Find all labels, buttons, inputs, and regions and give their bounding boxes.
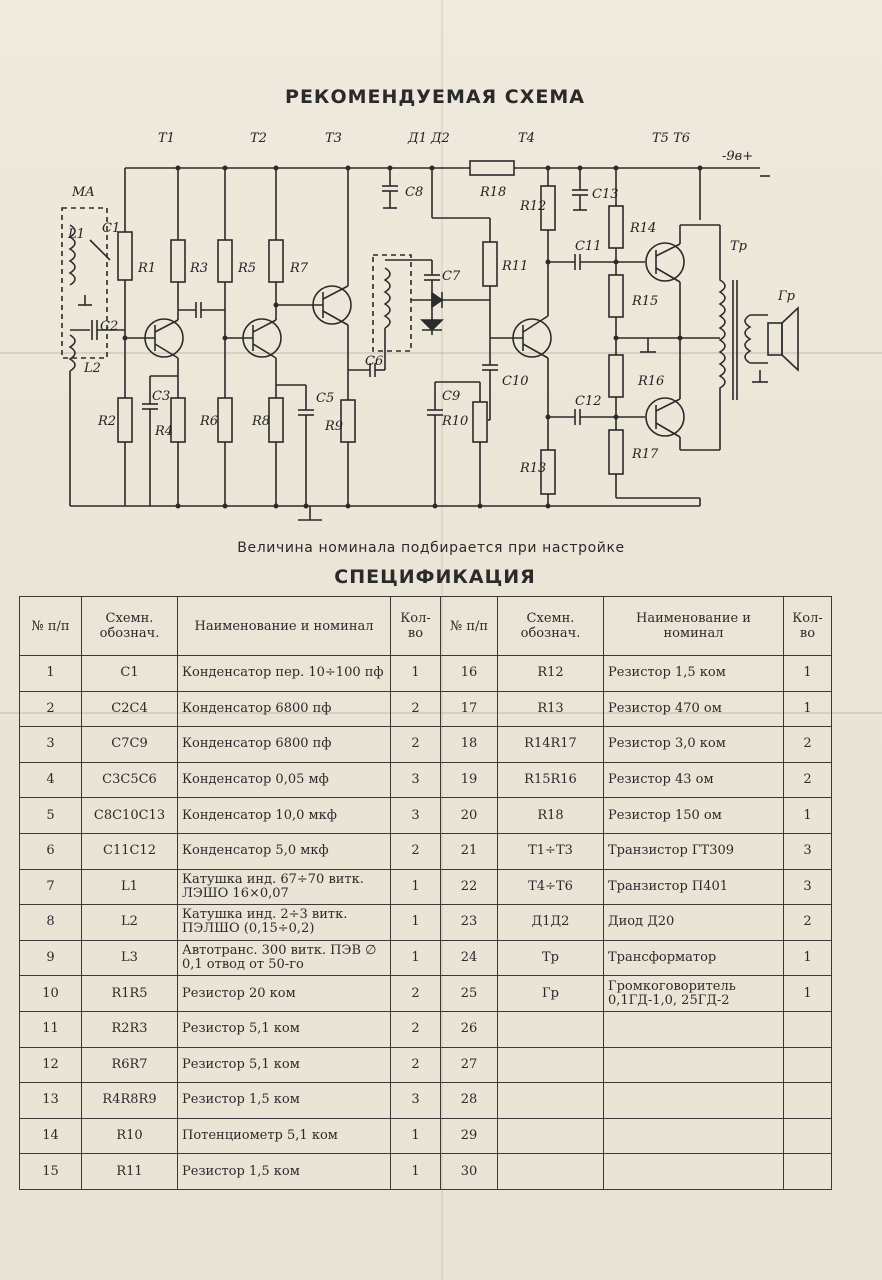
specification-table xyxy=(19,596,832,1190)
label-d1d2: Д1 Д2 xyxy=(408,131,450,146)
cell-qty: 2 xyxy=(391,727,441,763)
table-row xyxy=(20,1047,832,1083)
cell-designation: C3C5C6 xyxy=(82,762,178,798)
cell-name: Транзистор ГТ309 xyxy=(604,833,784,869)
cell-num: 28 xyxy=(441,1083,498,1119)
cell-name: Конденсатор 10,0 мкф xyxy=(178,798,391,834)
cell-name: Резистор 150 ом xyxy=(604,798,784,834)
cell-qty: 2 xyxy=(784,727,832,763)
cell-num: 22 xyxy=(441,869,498,905)
label-r17: R17 xyxy=(632,447,659,462)
label-r12: R12 xyxy=(520,199,547,214)
cell-designation: T1÷T3 xyxy=(498,833,604,869)
cell-name: Конденсатор 6800 пф xyxy=(178,691,391,727)
cell-qty: 3 xyxy=(391,762,441,798)
label-r6: R6 xyxy=(200,414,219,429)
label-c10: C10 xyxy=(502,374,529,389)
label-tr: Тр xyxy=(730,239,747,254)
label-r8: R8 xyxy=(252,414,271,429)
cell-num: 23 xyxy=(441,905,498,941)
cell-num: 18 xyxy=(441,727,498,763)
cell-name: Транзистор П401 xyxy=(604,869,784,905)
cell-num: 6 xyxy=(20,833,82,869)
cell-num: 2 xyxy=(20,691,82,727)
cell-num: 9 xyxy=(20,940,82,976)
label-r1: R1 xyxy=(138,261,157,276)
cell-designation xyxy=(498,1047,604,1083)
cell-qty: 1 xyxy=(784,691,832,727)
cell-designation: R10 xyxy=(82,1118,178,1154)
label-r16: R16 xyxy=(638,374,665,389)
cell-designation: R11 xyxy=(82,1154,178,1190)
cell-num: 11 xyxy=(20,1011,82,1047)
cell-qty: 1 xyxy=(784,976,832,1012)
cell-designation: C11C12 xyxy=(82,833,178,869)
cell-name: Резистор 1,5 ком xyxy=(178,1083,391,1119)
cell-num: 20 xyxy=(441,798,498,834)
table-row xyxy=(20,976,832,1012)
table-row xyxy=(20,833,832,869)
cell-name: Автотранс. 300 витк. ПЭВ ∅ 0,1 отвод от 50-го xyxy=(178,940,391,976)
label-c8: C8 xyxy=(405,185,424,200)
cell-qty xyxy=(784,1047,832,1083)
cell-designation: T4÷T6 xyxy=(498,869,604,905)
cell-designation: C1 xyxy=(82,656,178,692)
cell-name: Резистор 1,5 ком xyxy=(604,656,784,692)
label-r3: R3 xyxy=(190,261,209,276)
cell-name: Резистор 5,1 ком xyxy=(178,1011,391,1047)
cell-num: 30 xyxy=(441,1154,498,1190)
label-c11: C11 xyxy=(575,239,602,254)
label-t1: T1 xyxy=(158,131,175,146)
table-row xyxy=(20,727,832,763)
cell-designation: Тр xyxy=(498,940,604,976)
spec-title: СПЕЦИФИКАЦИЯ xyxy=(334,566,536,588)
cell-qty: 3 xyxy=(391,798,441,834)
table-row xyxy=(20,762,832,798)
cell-qty: 1 xyxy=(784,940,832,976)
label-ma: MA xyxy=(72,185,95,200)
table-header-row xyxy=(20,597,832,656)
cell-num: 19 xyxy=(441,762,498,798)
cell-num: 3 xyxy=(20,727,82,763)
header-name: Наименование и номинал xyxy=(604,597,784,656)
cell-num: 13 xyxy=(20,1083,82,1119)
cell-designation: R15R16 xyxy=(498,762,604,798)
cell-qty: 2 xyxy=(391,1047,441,1083)
label-c2: C2 xyxy=(100,319,119,334)
label-c9: C9 xyxy=(442,389,461,404)
label-r2: R2 xyxy=(98,414,117,429)
cell-num: 12 xyxy=(20,1047,82,1083)
label-t5t6: T5 T6 xyxy=(652,131,691,146)
cell-qty: 1 xyxy=(391,1154,441,1190)
cell-designation: L3 xyxy=(82,940,178,976)
table-row xyxy=(20,869,832,905)
cell-designation: R12 xyxy=(498,656,604,692)
header-qty: Кол-во xyxy=(784,597,832,656)
cell-name: Конденсатор 6800 пф xyxy=(178,727,391,763)
label-r10: R10 xyxy=(442,414,469,429)
label-c7: C7 xyxy=(442,269,461,284)
cell-qty: 2 xyxy=(784,762,832,798)
cell-qty: 1 xyxy=(391,656,441,692)
cell-name: Резистор 5,1 ком xyxy=(178,1047,391,1083)
cell-designation xyxy=(498,1011,604,1047)
cell-qty: 2 xyxy=(784,905,832,941)
cell-designation: R1R5 xyxy=(82,976,178,1012)
cell-qty: 1 xyxy=(391,1118,441,1154)
cell-designation: C2C4 xyxy=(82,691,178,727)
cell-qty: 1 xyxy=(391,869,441,905)
cell-name xyxy=(604,1154,784,1190)
label-c1: C1 xyxy=(102,221,121,236)
header-designation: Схемн. обознач. xyxy=(82,597,178,656)
cell-qty: 3 xyxy=(784,869,832,905)
cell-num: 16 xyxy=(441,656,498,692)
cell-num: 5 xyxy=(20,798,82,834)
cell-name xyxy=(604,1047,784,1083)
cell-designation xyxy=(498,1083,604,1119)
cell-designation: L2 xyxy=(82,905,178,941)
label-c5: C5 xyxy=(316,391,335,406)
header-name: Наименование и номинал xyxy=(178,597,391,656)
cell-name: Конденсатор 0,05 мф xyxy=(178,762,391,798)
table-row xyxy=(20,940,832,976)
label-c3: C3 xyxy=(152,389,171,404)
label-r18: R18 xyxy=(480,185,507,200)
cell-name: Резистор 1,5 ком xyxy=(178,1154,391,1190)
cell-designation: R14R17 xyxy=(498,727,604,763)
label-gr: Гр xyxy=(778,289,795,304)
label-r9: R9 xyxy=(325,419,344,434)
label-t2: T2 xyxy=(250,131,267,146)
cell-name: Резистор 3,0 ком xyxy=(604,727,784,763)
table-row xyxy=(20,905,832,941)
table-row xyxy=(20,1118,832,1154)
cell-name: Резистор 43 ом xyxy=(604,762,784,798)
cell-num: 17 xyxy=(441,691,498,727)
cell-qty xyxy=(784,1154,832,1190)
header-num: № п/п xyxy=(441,597,498,656)
cell-name: Резистор 470 ом xyxy=(604,691,784,727)
cell-qty: 2 xyxy=(391,691,441,727)
cell-designation: R6R7 xyxy=(82,1047,178,1083)
cell-designation: C7C9 xyxy=(82,727,178,763)
table-row xyxy=(20,1154,832,1190)
cell-designation: L1 xyxy=(82,869,178,905)
label-c12: C12 xyxy=(575,394,602,409)
cell-name: Конденсатор 5,0 мкф xyxy=(178,833,391,869)
label-r7: R7 xyxy=(290,261,309,276)
cell-num: 25 xyxy=(441,976,498,1012)
label-r4: R4 xyxy=(155,424,174,439)
table-row xyxy=(20,656,832,692)
cell-name: Катушка инд. 2÷3 витк. ПЭЛШО (0,15÷0,2) xyxy=(178,905,391,941)
label-r15: R15 xyxy=(632,294,659,309)
cell-designation: C8C10C13 xyxy=(82,798,178,834)
cell-num: 15 xyxy=(20,1154,82,1190)
label-r14: R14 xyxy=(630,221,657,236)
cell-num: 24 xyxy=(441,940,498,976)
cell-qty: 1 xyxy=(391,905,441,941)
circuit-schematic xyxy=(40,120,830,530)
cell-designation: R2R3 xyxy=(82,1011,178,1047)
cell-qty: 3 xyxy=(391,1083,441,1119)
cell-name xyxy=(604,1011,784,1047)
cell-designation: R4R8R9 xyxy=(82,1083,178,1119)
cell-name: Громкоговоритель 0,1ГД-1,0, 25ГД-2 xyxy=(604,976,784,1012)
cell-qty xyxy=(784,1011,832,1047)
cell-num: 8 xyxy=(20,905,82,941)
cell-name: Потенциометр 5,1 ком xyxy=(178,1118,391,1154)
cell-num: 14 xyxy=(20,1118,82,1154)
cell-qty: 3 xyxy=(784,833,832,869)
label-l1: L1 xyxy=(68,227,85,242)
cell-designation: Гр xyxy=(498,976,604,1012)
cell-qty xyxy=(784,1118,832,1154)
cell-name: Резистор 20 ком xyxy=(178,976,391,1012)
cell-qty xyxy=(784,1083,832,1119)
label-r11: R11 xyxy=(502,259,529,274)
cell-qty: 1 xyxy=(784,656,832,692)
cell-name: Катушка инд. 67÷70 витк. ЛЭШО 16×0,07 xyxy=(178,869,391,905)
cell-num: 26 xyxy=(441,1011,498,1047)
cell-designation xyxy=(498,1154,604,1190)
cell-num: 21 xyxy=(441,833,498,869)
cell-qty: 2 xyxy=(391,1011,441,1047)
label-l2: L2 xyxy=(84,361,101,376)
header-designation: Схемн. обознач. xyxy=(498,597,604,656)
table-row xyxy=(20,1011,832,1047)
cell-designation: Д1Д2 xyxy=(498,905,604,941)
table-row xyxy=(20,691,832,727)
cell-designation xyxy=(498,1118,604,1154)
label-c13: C13 xyxy=(592,187,619,202)
cell-name: Диод Д20 xyxy=(604,905,784,941)
label-r13: R13 xyxy=(520,461,547,476)
cell-qty: 1 xyxy=(784,798,832,834)
label-c6: C6 xyxy=(365,354,384,369)
cell-num: 1 xyxy=(20,656,82,692)
cell-name xyxy=(604,1118,784,1154)
table-row xyxy=(20,798,832,834)
label-t3: T3 xyxy=(325,131,342,146)
cell-num: 4 xyxy=(20,762,82,798)
cell-qty: 1 xyxy=(391,940,441,976)
cell-num: 27 xyxy=(441,1047,498,1083)
header-num: № п/п xyxy=(20,597,82,656)
cell-designation: R13 xyxy=(498,691,604,727)
label-r5: R5 xyxy=(238,261,257,276)
tuning-note: Величина номинала подбирается при настройке xyxy=(237,540,625,556)
cell-qty: 2 xyxy=(391,976,441,1012)
cell-name: Трансформатор xyxy=(604,940,784,976)
cell-designation: R18 xyxy=(498,798,604,834)
cell-name xyxy=(604,1083,784,1119)
cell-num: 10 xyxy=(20,976,82,1012)
table-row xyxy=(20,1083,832,1119)
cell-num: 7 xyxy=(20,869,82,905)
scheme-title: РЕКОМЕНДУЕМАЯ СХЕМА xyxy=(285,86,585,108)
cell-name: Конденсатор пер. 10÷100 пф xyxy=(178,656,391,692)
header-qty: Кол-во xyxy=(391,597,441,656)
label-t4: T4 xyxy=(518,131,535,146)
cell-num: 29 xyxy=(441,1118,498,1154)
cell-qty: 2 xyxy=(391,833,441,869)
label-power: -9в+ xyxy=(722,149,754,164)
